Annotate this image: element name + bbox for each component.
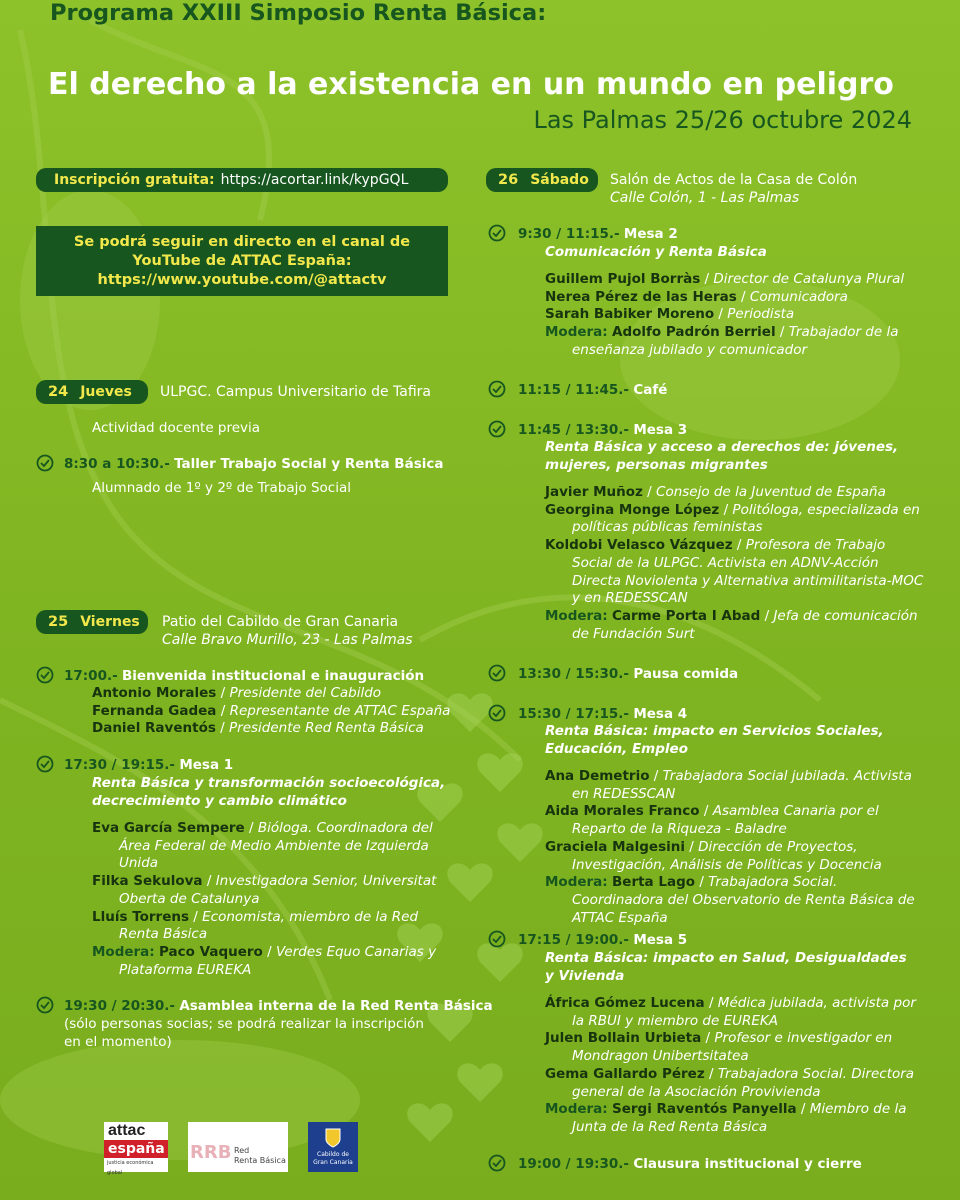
day-26-venue: Salón de Actos de la Casa de Colón (610, 172, 858, 188)
mesa-3-people (545, 484, 925, 643)
moderator-entry: Modera: Carme Porta I Abad / Jefa de comunicación de Fundación Surt (545, 607, 918, 642)
mesa-5-people (545, 995, 925, 1137)
shield-icon (325, 1128, 341, 1148)
opening-people (92, 685, 452, 738)
day-24-workshop (64, 456, 443, 474)
mesa-1-subtitle: Renta Básica y transformación socioecológica, decrecimiento y cambio climático (92, 775, 446, 809)
person-entry: Sarah Babiker Moreno / Periodista (545, 306, 795, 323)
day-24-workshop-detail: Alumnado de 1º y 2º de Trabajo Social (92, 480, 351, 496)
location-date: Las Palmas 25/26 octubre 2024 (533, 106, 912, 134)
clock-icon (488, 1154, 506, 1172)
mesa-4-header (518, 706, 687, 724)
mesa-5-subtitle: Renta Básica: impacto en Salud, Desigualdades y Vivienda (545, 950, 907, 984)
event-time: 11:45 / 13:30.- (518, 422, 630, 438)
day-24-badge (36, 380, 148, 404)
clock-icon (36, 755, 54, 773)
day-24-number: 24 (48, 384, 69, 400)
person-entry: Julen Bollain Urbieta / Profesor e investigador en Mondragon Unibertsitatea (545, 1030, 893, 1065)
mesa-label: Mesa 2 (623, 226, 678, 242)
mesa-3-subtitle: Renta Básica y acceso a derechos de: jóvenes, mujeres, personas migrantes (545, 439, 899, 473)
mesa-1-header (64, 757, 233, 775)
event-title: Bienvenida institucional e inauguración (122, 668, 425, 684)
event-time: 17:15 / 19:00.- (518, 932, 630, 948)
day-25-venue: Patio del Cabildo de Gran Canaria (162, 614, 399, 630)
event-title: Asamblea interna de la Red Renta Básica (179, 998, 493, 1014)
mesa-label: Mesa 4 (633, 706, 688, 722)
moderator-entry: Modera: Berta Lago / Trabajadora Social. Coordinadora del Observatorio de Renta Básica de ATTAC España (545, 874, 915, 926)
person-entry: Gema Gallardo Pérez / Trabajadora Social. Directora general de la Asociación Provivienda (545, 1065, 915, 1100)
opening-event (64, 668, 424, 686)
mesa-label: Mesa 5 (633, 932, 688, 948)
day-26-address: Calle Colón, 1 - Las Palmas (610, 190, 800, 206)
event-title: Taller Trabajo Social y Renta Básica (174, 456, 444, 472)
moderator-entry: Modera: Sergi Raventós Panyella / Miembro de la Junta de la Red Renta Básica (545, 1101, 907, 1135)
clock-icon (36, 454, 54, 472)
day-26-badge (486, 168, 598, 192)
person-entry: Ana Demetrio / Trabajadora Social jubilada. Activista en REDESSCAN (545, 768, 912, 802)
person-entry: Lluís Torrens / Economista, miembro de la Red Renta Básica (92, 908, 419, 943)
clock-icon (488, 380, 506, 398)
event-time: 11:15 / 11:45.- (518, 382, 630, 398)
event-time: 9:30 / 11:15.- (518, 226, 620, 242)
mesa-2-header (518, 226, 678, 244)
mesa-label: Mesa 3 (633, 422, 688, 438)
clock-icon (488, 930, 506, 948)
cafe-event (518, 382, 667, 400)
person-entry: Aida Morales Franco / Asamblea Canaria por el Reparto de la Riqueza - Baladre (545, 803, 879, 838)
person-entry: Antonio Morales / Presidente del Cabildo (92, 685, 382, 701)
event-time: 19:00 / 19:30.- (518, 1156, 630, 1172)
day-26-name: Sábado (530, 172, 589, 188)
event-title: Clausura institucional y cierre (633, 1156, 862, 1172)
event-time: 13:30 / 15:30.- (518, 666, 630, 682)
person-entry: Filka Sekulova / Investigadora Senior, Universitat Oberta de Catalunya (92, 873, 437, 907)
mesa-2-subtitle: Comunicación y Renta Básica (545, 244, 767, 260)
mesa-label: Mesa 1 (179, 757, 234, 773)
person-entry: Georgina Monge López / Politóloga, especializada en políticas públicas feministas (545, 501, 920, 536)
clock-icon (488, 420, 506, 438)
person-entry: África Gómez Lucena / Médica jubilada, activista por la RBUI y miembro de EUREKA (545, 995, 916, 1029)
mesa-2-people (545, 271, 925, 360)
clock-icon (488, 704, 506, 722)
mesa-4-subtitle: Renta Básica: impacto en Servicios Sociales, Educación, Empleo (545, 723, 884, 757)
youtube-line-2: YouTube de ATTAC España: (132, 253, 352, 269)
event-time: 8:30 a 10:30.- (64, 456, 170, 472)
person-entry: Koldobi Velasco Vázquez / Profesora de Trabajo Social de la ULPGC. Activista en ADNV-Acción Directa Noviolenta y Alternativa antimilitarista-MOC y en REDESSCAN (545, 537, 924, 607)
program-heading: Programa XXIII Simposio Renta Básica: (50, 0, 547, 26)
registration-link[interactable]: https://acortar.link/kypGQL (220, 172, 409, 188)
moderator-entry: Modera: Paco Vaquero / Verdes Equo Canarias y Plataforma EUREKA (92, 943, 437, 978)
event-time: 17:00.- (64, 668, 118, 684)
youtube-link[interactable]: https://www.youtube.com/@attactv (97, 272, 387, 288)
moderator-entry: Modera: Adolfo Padrón Berriel / Trabajador de la enseñanza jubilado y comunicador (545, 324, 899, 358)
asamblea-detail: (sólo personas socias; se podrá realizar la inscripción en el momento) (64, 1016, 424, 1050)
attac-logo: attac españa justicia económica global (104, 1122, 168, 1172)
mesa-4-people (545, 768, 925, 927)
day-25-name: Viernes (80, 614, 140, 630)
asamblea-event (64, 998, 493, 1016)
closing-event (518, 1156, 862, 1174)
lunch-event (518, 666, 738, 684)
red-renta-basica-logo: RRB Red Renta Básica (188, 1122, 288, 1172)
mesa-1-people (92, 820, 462, 979)
cabildo-logo: Cabildo de Gran Canaria (308, 1122, 358, 1172)
mesa-5-header (518, 932, 687, 950)
day-24-name: Jueves (80, 384, 132, 400)
day-26-number: 26 (498, 172, 519, 188)
person-entry: Guillem Pujol Borràs / Director de Catalunya Plural (545, 271, 905, 287)
clock-icon (488, 664, 506, 682)
day-24-note: Actividad docente previa (92, 420, 261, 436)
day-25-badge (36, 610, 148, 634)
event-time: 19:30 / 20:30.- (64, 998, 176, 1014)
person-entry: Daniel Raventós / Presidente Red Renta Básica (92, 720, 424, 737)
event-title: Café (633, 382, 668, 398)
person-entry: Nerea Pérez de las Heras / Comunicadora (545, 288, 848, 305)
clock-icon (36, 666, 54, 684)
day-24-venue: ULPGC. Campus Universitario de Tafira (160, 384, 432, 400)
event-time: 15:30 / 17:15.- (518, 706, 630, 722)
registration-banner (36, 168, 448, 192)
day-25-address: Calle Bravo Murillo, 23 - Las Palmas (162, 632, 413, 648)
symposium-title: El derecho a la existencia en un mundo en peligro (48, 67, 894, 102)
mesa-3-header (518, 422, 687, 440)
day-25-number: 25 (48, 614, 69, 630)
event-time: 17:30 / 19:15.- (64, 757, 176, 773)
person-entry: Eva García Sempere / Bióloga. Coordinadora del Área Federal de Medio Ambiente de Izquierda Unida (92, 820, 433, 872)
clock-icon (36, 996, 54, 1014)
person-entry: Javier Muñoz / Consejo de la Juventud de España (545, 484, 886, 500)
event-title: Pausa comida (633, 666, 739, 682)
registration-label: Inscripción gratuita: (54, 172, 215, 188)
youtube-stream-box (36, 226, 448, 296)
youtube-line-1: Se podrá seguir en directo en el canal de (73, 234, 411, 250)
person-entry: Graciela Malgesini / Dirección de Proyectos, Investigación, Análisis de Políticas y Docencia (545, 838, 882, 873)
clock-icon (488, 224, 506, 242)
person-entry: Fernanda Gadea / Representante de ATTAC España (92, 702, 451, 719)
